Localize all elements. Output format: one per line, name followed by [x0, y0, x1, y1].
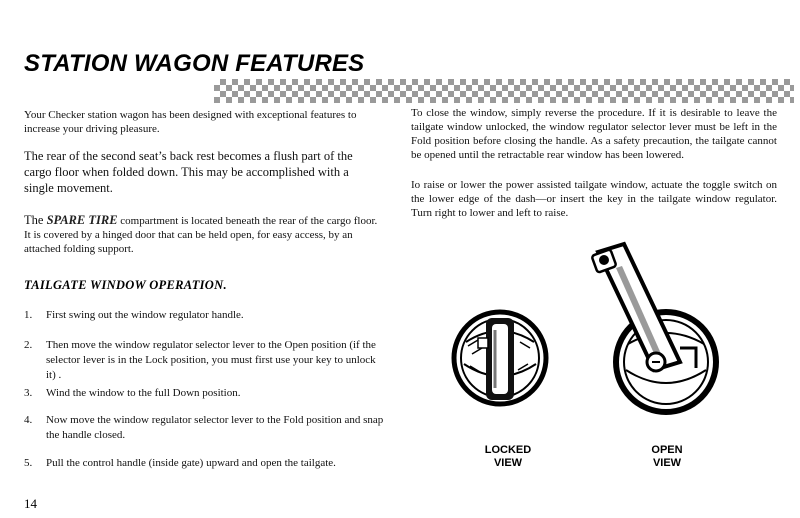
list-item [24, 413, 384, 443]
step-text: Then move the window regulator selector lever to the Open position (if the selector lever is in the Lock position, you must first use your key to unlock it) . [46, 339, 376, 381]
close-window-paragraph: To close the window, simply reverse the procedure. If it is desirable to leave the tailgate window unlocked, the window regulator selector lever must be left in the Fold position before closing the handle. As a safety precaution, the tailgate cannot be opened until the retractable rear window has been lowered. [411, 107, 777, 161]
locked-regulator-drawing [454, 312, 546, 404]
regulator-illustration [448, 238, 748, 438]
step-number: 4. [24, 414, 33, 426]
power-window-paragraph: Io raise or lower the power assisted tailgate window, actuate the toggle switch on the lower edge of the dash—or insert the key in the tailgate window regulator. Turn right to lower and left to raise. [411, 179, 777, 219]
left-column [24, 108, 380, 256]
intro-paragraph: Your Checker station wagon has been designed with exceptional features to increase your driving pleasure. [24, 109, 357, 135]
open-view-caption [622, 444, 712, 470]
locked-caption-line2: VIEW [493, 457, 523, 469]
step-number: 5. [24, 457, 33, 469]
seat-paragraph: The rear of the second seat’s back rest becomes a flush part of the cargo floor when folded down. This may be accomplished with a single movement. [24, 149, 353, 195]
spare-tire-paragraph [24, 212, 380, 256]
open-regulator-drawing [592, 244, 716, 412]
step-number: 2. [24, 339, 33, 351]
list-item [24, 308, 384, 323]
list-item [24, 456, 384, 471]
spare-prefix: The [24, 213, 47, 227]
tailgate-subheading: TAILGATE WINDOW OPERATION. [24, 278, 227, 292]
spare-tire-label: SPARE TIRE [46, 213, 118, 227]
locked-view-caption [463, 444, 553, 470]
list-item [24, 386, 384, 401]
step-text: First swing out the window regulator handle. [46, 309, 244, 321]
list-item [24, 338, 384, 383]
checkered-banner [214, 79, 794, 103]
open-caption-line1: OPEN [651, 444, 683, 456]
right-column [411, 106, 777, 220]
page-title: STATION WAGON FEATURES [24, 50, 365, 77]
open-caption-line2: VIEW [652, 457, 682, 469]
step-text: Pull the control handle (inside gate) upward and open the tailgate. [46, 457, 336, 469]
step-number: 1. [24, 309, 33, 321]
locked-caption-line1: LOCKED [484, 444, 532, 456]
step-number: 3. [24, 387, 33, 399]
page-number: 14 [24, 496, 37, 511]
step-text: Wind the window to the full Down position. [46, 387, 241, 399]
spare-body: compartment is located beneath the rear of the cargo floor. It is covered by a hinged door that can be held open, for easy access, by an attached folding support. [24, 215, 378, 255]
step-text: Now move the window regulator selector lever to the Fold position and snap the handle closed. [46, 414, 384, 441]
